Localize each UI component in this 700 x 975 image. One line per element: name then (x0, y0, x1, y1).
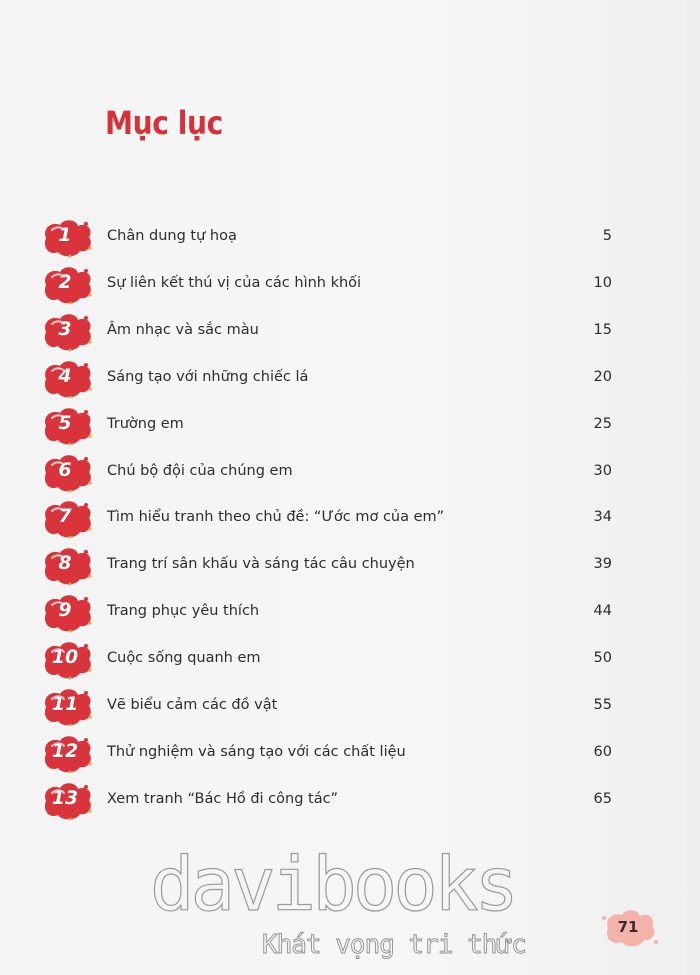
toc-entry (40, 499, 620, 539)
chapter-badge (40, 218, 94, 258)
chapter-page-number: 10 (593, 274, 612, 291)
chapter-badge (40, 546, 94, 586)
chapter-number: 5 (58, 411, 72, 434)
chapter-title: Xem tranh “Bác Hồ đi công tác” (107, 790, 339, 807)
chapter-number: 13 (51, 786, 79, 809)
chapter-number: 2 (58, 270, 72, 293)
toc-entry (40, 406, 620, 446)
chapter-badge (40, 593, 94, 633)
toc-entry (40, 734, 620, 774)
chapter-badge (40, 687, 94, 727)
chapter-page-number: 50 (593, 650, 612, 667)
page-title: Mục lục (105, 104, 223, 142)
chapter-title: Sáng tạo với những chiếc lá (107, 368, 309, 385)
chapter-number: 9 (58, 599, 72, 622)
chapter-page-number: 5 (602, 228, 612, 244)
chapter-title: Sự liên kết thú vị của các hình khối (107, 274, 362, 291)
toc-entry (40, 312, 620, 352)
chapter-page-number: 39 (593, 556, 612, 573)
watermark-brand: davibooks (150, 842, 515, 928)
chapter-badge (40, 734, 94, 774)
page-number: 71 (617, 918, 639, 936)
chapter-title: Cuộc sống quanh em (107, 650, 261, 667)
chapter-badge (40, 312, 94, 352)
chapter-title: Chân dung tự hoạ (107, 228, 237, 244)
chapter-badge (40, 640, 94, 680)
chapter-number: 3 (58, 317, 72, 340)
chapter-page-number: 65 (593, 790, 612, 807)
chapter-badge (40, 781, 94, 821)
chapter-title: Trường em (107, 415, 184, 432)
chapter-number: 6 (58, 458, 72, 481)
toc-entry (40, 640, 620, 680)
chapter-page-number: 60 (593, 743, 612, 760)
chapter-number: 1 (58, 224, 72, 246)
chapter-page-number: 15 (593, 321, 612, 338)
chapter-number: 11 (51, 693, 79, 715)
chapter-title: Chú bộ đội của chúng em (107, 462, 293, 479)
chapter-badge (40, 406, 94, 446)
toc-entry (40, 781, 620, 821)
chapter-badge (40, 499, 94, 539)
chapter-number: 7 (58, 505, 72, 528)
chapter-title: Vẽ biểu cảm các đồ vật (107, 697, 278, 713)
chapter-page-number: 34 (593, 509, 612, 526)
chapter-page-number: 30 (593, 462, 612, 479)
toc-entry (40, 218, 620, 258)
watermark-tagline: Khát vọng tri thức (262, 930, 526, 960)
chapter-badge (40, 453, 94, 493)
chapter-title: Trang phục yêu thích (107, 603, 260, 620)
toc-entry (40, 359, 620, 399)
toc-entry (40, 265, 620, 305)
chapter-title: Thử nghiệm và sáng tạo với các chất liệu (107, 743, 406, 760)
chapter-badge (40, 359, 94, 399)
chapter-title: Tìm hiểu tranh theo chủ đề: “Ước mơ của em” (107, 509, 445, 526)
chapter-number: 12 (51, 739, 79, 762)
toc-entry (40, 546, 620, 586)
chapter-number: 10 (51, 646, 79, 669)
page-number-badge (600, 906, 660, 950)
chapter-badge (40, 265, 94, 305)
chapter-page-number: 20 (593, 368, 612, 385)
chapter-page-number: 25 (593, 415, 612, 432)
toc-entry (40, 453, 620, 493)
chapter-title: Âm nhạc và sắc màu (107, 321, 259, 338)
toc-entry (40, 593, 620, 633)
chapter-page-number: 44 (593, 603, 612, 620)
chapter-title: Trang trí sân khấu và sáng tác câu chuyện (107, 556, 415, 573)
toc-entry (40, 687, 620, 727)
chapter-number: 4 (58, 364, 72, 387)
chapter-page-number: 55 (593, 697, 612, 713)
chapter-number: 8 (58, 552, 72, 575)
